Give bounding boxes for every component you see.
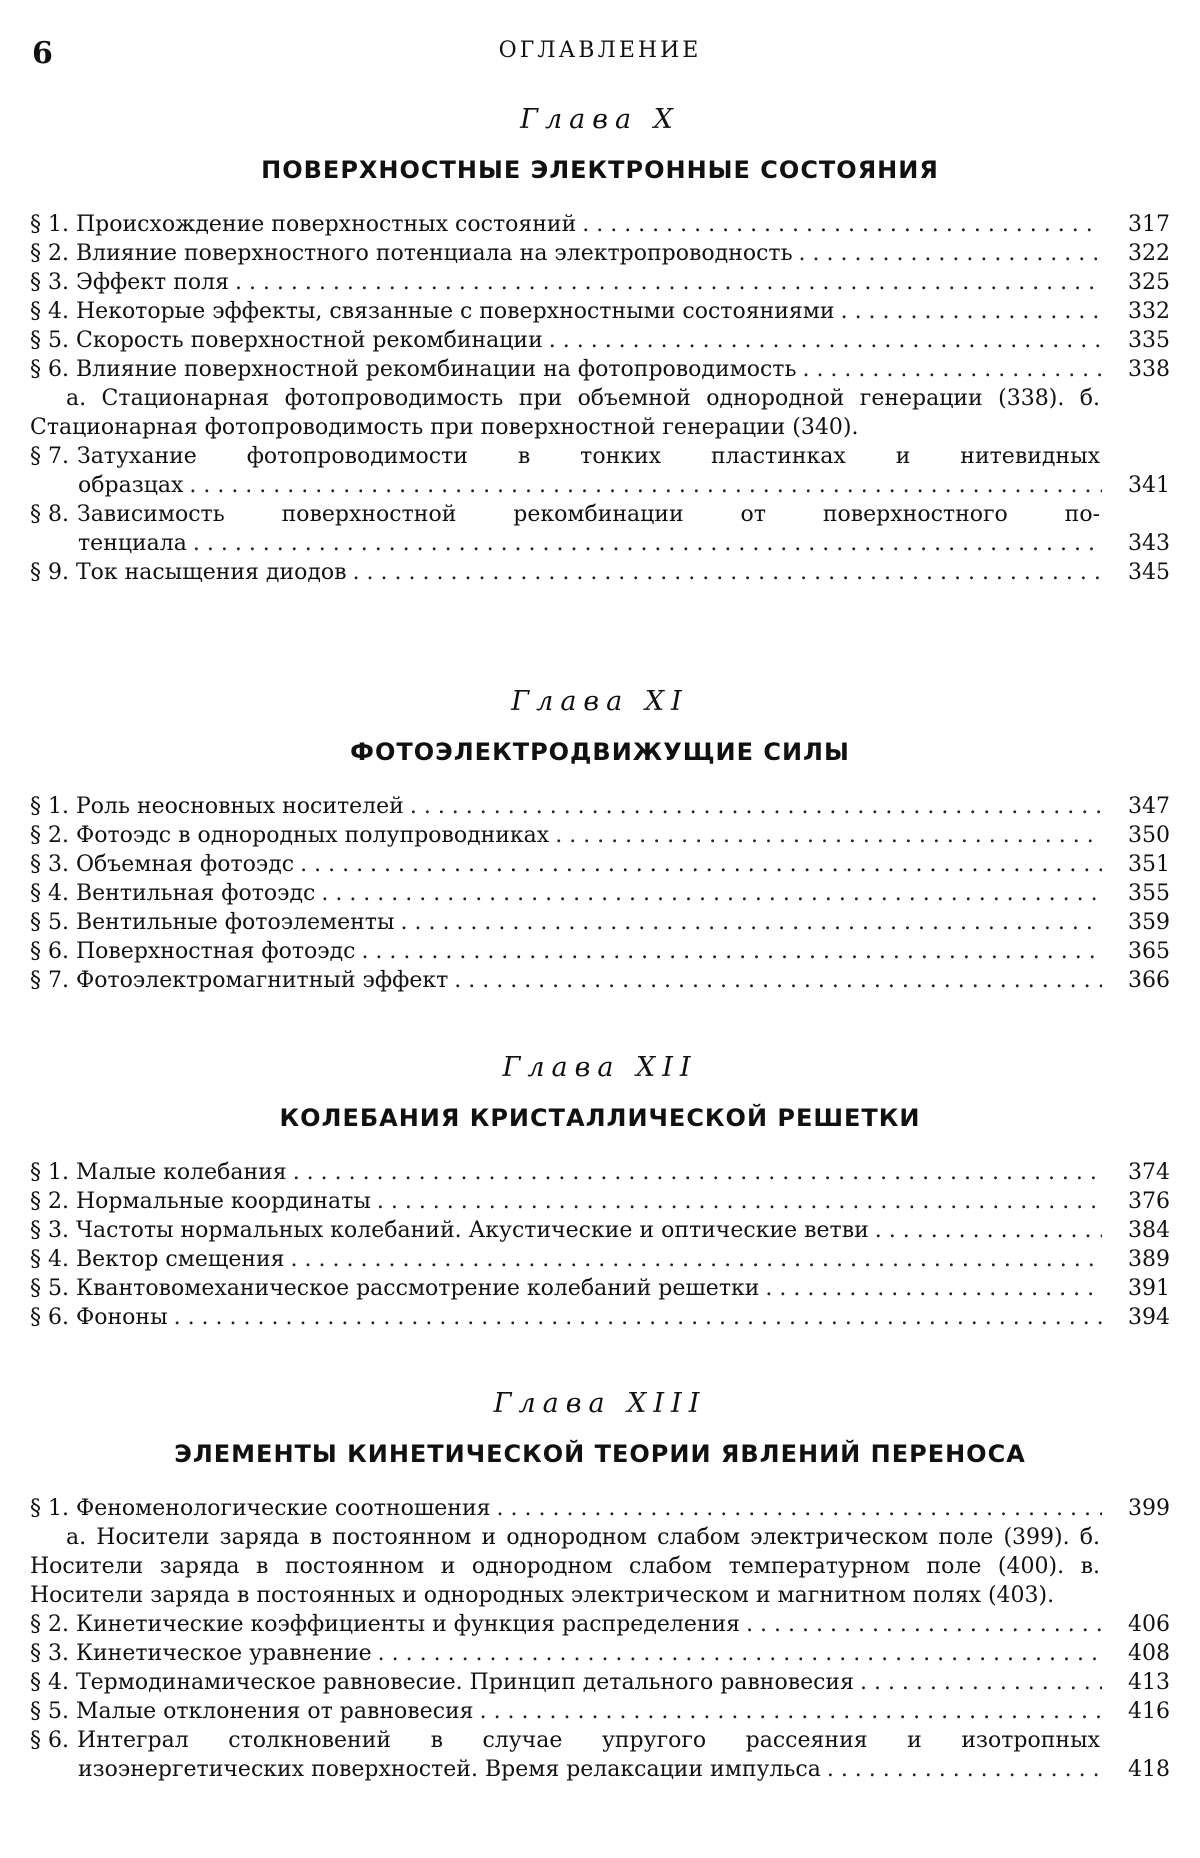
dot-leader — [875, 1216, 1102, 1245]
toc-entry[interactable] — [30, 1158, 1170, 1187]
section-number: § 5. — [30, 910, 69, 935]
section-number: § 5. — [30, 1699, 69, 1724]
section-title: Вентильная фотоэдс — [75, 881, 316, 906]
section-title: Фотоэлектромагнитный эффект — [75, 968, 449, 993]
dot-leader — [765, 1274, 1102, 1303]
section-title-cont: тенциала — [78, 531, 187, 556]
chapter-10 — [30, 100, 1170, 587]
section-number: § 8. — [30, 502, 69, 527]
toc-list — [30, 1158, 1170, 1332]
page-ref: 359 — [1128, 910, 1170, 935]
chapter-title: ПОВЕРХНОСТНЫЕ ЭЛЕКТРОННЫЕ СОСТОЯНИЯ — [261, 156, 939, 184]
section-title: Скорость поверхностной рекомбинации — [75, 328, 543, 353]
section-number: § 4. — [30, 1247, 69, 1272]
page-ref: 317 — [1128, 212, 1170, 237]
page-ref: 335 — [1128, 328, 1170, 353]
section-number: § 3. — [30, 270, 69, 295]
page-ref: 384 — [1128, 1218, 1170, 1243]
running-head — [32, 30, 1168, 70]
toc-entry[interactable] — [30, 355, 1170, 384]
dot-leader — [400, 908, 1102, 937]
dot-leader — [746, 1610, 1102, 1639]
dot-leader — [291, 1245, 1102, 1274]
toc-list — [30, 1494, 1170, 1784]
section-number: § 1. — [30, 212, 69, 237]
toc-entry[interactable] — [30, 879, 1170, 908]
section-title: Зависимость поверхностной рекомбинации от поверхностного по- — [76, 502, 1100, 527]
dot-leader — [555, 821, 1102, 850]
page-ref: 374 — [1128, 1160, 1170, 1185]
subsection-paragraph: а. Стационарная фотопроводимость при объемной однородной генерации (338). б. Стационарная фотопроводимость при поверхностной генерации (340). — [30, 386, 1100, 440]
toc-entry[interactable] — [30, 210, 1170, 239]
section-number: § 2. — [30, 823, 69, 848]
toc-entry[interactable] — [30, 1668, 1170, 1697]
section-title: Малые отклонения от равновесия — [75, 1699, 474, 1724]
page-ref: 416 — [1128, 1699, 1170, 1724]
section-title: Поверхностная фотоэдс — [75, 939, 356, 964]
section-number: § 7. — [30, 968, 69, 993]
page-ref: 389 — [1128, 1247, 1170, 1272]
toc-entry[interactable] — [30, 850, 1170, 879]
section-number: § 3. — [30, 852, 69, 877]
dot-leader — [582, 210, 1102, 239]
section-title: Интеграл столкновений в случае упругого рассеяния и изотропных — [76, 1728, 1100, 1753]
page-ref: 332 — [1128, 299, 1170, 324]
dot-leader — [480, 1697, 1102, 1726]
page-ref: 325 — [1128, 270, 1170, 295]
section-number: § 2. — [30, 1189, 69, 1214]
page-ref: 341 — [1128, 473, 1170, 498]
page-ref: 413 — [1128, 1670, 1170, 1695]
toc-entry[interactable] — [30, 1187, 1170, 1216]
page-number: 6 — [32, 36, 53, 71]
chapter-title: ФОТОЭЛЕКТРОДВИЖУЩИЕ СИЛЫ — [350, 738, 850, 766]
toc-entry[interactable] — [30, 500, 1170, 558]
toc-entry[interactable] — [30, 1303, 1170, 1332]
dot-leader — [802, 355, 1102, 384]
section-title: Малые колебания — [75, 1160, 287, 1185]
section-title: Нормальные координаты — [75, 1189, 371, 1214]
dot-leader — [549, 326, 1102, 355]
page-ref: 338 — [1128, 357, 1170, 382]
dot-leader — [454, 966, 1102, 995]
dot-leader — [378, 1639, 1102, 1668]
section-title: Некоторые эффекты, связанные с поверхностными состояниями — [75, 299, 835, 324]
section-title: Квантовомеханическое рассмотрение колебаний решетки — [75, 1276, 760, 1301]
subsection-paragraph: а. Носители заряда в постоянном и однородном слабом электрическом поле (399). б. Носители заряда в постоянном и однородном слабом температурном поле (400). в. Носители заряда в постоянных и однородных электрическом и магнитном полях (403). — [30, 1525, 1100, 1608]
page-ref: 406 — [1128, 1612, 1170, 1637]
section-title: Затухание фотопроводимости в тонких пластинках и нитевидных — [76, 444, 1100, 469]
running-title: ОГЛАВЛЕНИЕ — [498, 38, 702, 63]
section-title: Феноменологические соотношения — [75, 1496, 491, 1521]
page-ref: 347 — [1128, 794, 1170, 819]
dot-leader — [293, 1158, 1102, 1187]
toc-entry[interactable] — [30, 239, 1170, 268]
section-title-cont: образцах — [78, 473, 184, 498]
toc-entry[interactable] — [30, 558, 1170, 587]
section-number: § 4. — [30, 299, 69, 324]
section-title-cont: изоэнергетических поверхностей. Время релаксации импульса — [78, 1757, 821, 1782]
page-ref: 355 — [1128, 881, 1170, 906]
section-number: § 4. — [30, 1670, 69, 1695]
dot-leader — [860, 1668, 1102, 1697]
section-title: Кинетические коэффициенты и функция распределения — [75, 1612, 741, 1637]
dot-leader — [235, 268, 1102, 297]
chapter-label: Глава XII — [502, 1052, 698, 1083]
section-title: Частоты нормальных колебаний. Акустические и оптические ветви — [75, 1218, 869, 1243]
toc-entry[interactable] — [30, 937, 1170, 966]
page-ref: 418 — [1128, 1757, 1170, 1782]
page-ref: 366 — [1128, 968, 1170, 993]
toc-entry[interactable] — [30, 1216, 1170, 1245]
page-ref: 345 — [1128, 560, 1170, 585]
toc-entry[interactable] — [30, 792, 1170, 821]
page-ref: 322 — [1128, 241, 1170, 266]
dot-leader — [193, 529, 1102, 558]
toc-entry[interactable] — [30, 268, 1170, 297]
chapter-title: ЭЛЕМЕНТЫ КИНЕТИЧЕСКОЙ ТЕОРИИ ЯВЛЕНИЙ ПЕРЕНОСА — [174, 1440, 1026, 1468]
toc-entry[interactable] — [30, 966, 1170, 995]
section-title: Вектор смещения — [75, 1247, 285, 1272]
section-title: Происхождение поверхностных состояний — [75, 212, 577, 237]
page-ref: 394 — [1128, 1305, 1170, 1330]
section-number: § 7. — [30, 444, 69, 469]
page-ref: 351 — [1128, 852, 1170, 877]
dot-leader — [410, 792, 1102, 821]
section-number: § 1. — [30, 1496, 69, 1521]
dot-leader — [841, 297, 1102, 326]
toc-entry[interactable] — [30, 1697, 1170, 1726]
toc-entry[interactable] — [30, 297, 1170, 326]
dot-leader — [497, 1494, 1102, 1523]
section-number: § 3. — [30, 1641, 69, 1666]
section-number: § 6. — [30, 1305, 69, 1330]
toc-entry[interactable] — [30, 1726, 1170, 1784]
section-number: § 6. — [30, 1728, 69, 1753]
toc-entry[interactable] — [30, 1639, 1170, 1668]
section-title: Фотоэдс в однородных полупроводниках — [75, 823, 550, 848]
dot-leader — [300, 850, 1102, 879]
chapter-11 — [30, 682, 1170, 995]
section-title: Эффект поля — [75, 270, 229, 295]
toc-entry[interactable] — [30, 1245, 1170, 1274]
section-title: Термодинамическое равновесие. Принцип детального равновесия — [75, 1670, 854, 1695]
section-title: Ток насыщения диодов — [75, 560, 347, 585]
section-number: § 9. — [30, 560, 69, 585]
section-number: § 6. — [30, 939, 69, 964]
section-title: Фононы — [75, 1305, 168, 1330]
toc-list — [30, 210, 1170, 587]
toc-entry[interactable] — [30, 908, 1170, 937]
toc-entry[interactable] — [30, 1274, 1170, 1303]
section-number: § 1. — [30, 1160, 69, 1185]
page-ref: 399 — [1128, 1496, 1170, 1521]
toc-entry[interactable] — [30, 326, 1170, 355]
page-ref: 343 — [1128, 531, 1170, 556]
chapter-label: Глава X — [520, 104, 680, 135]
page-ref: 376 — [1128, 1189, 1170, 1214]
toc-entry[interactable] — [30, 821, 1170, 850]
toc-entry[interactable] — [30, 1610, 1170, 1639]
chapter-title: КОЛЕБАНИЯ КРИСТАЛЛИЧЕСКОЙ РЕШЕТКИ — [279, 1104, 921, 1132]
chapter-label: Глава XI — [511, 686, 689, 717]
section-number: § 5. — [30, 1276, 69, 1301]
dot-leader — [377, 1187, 1102, 1216]
dot-leader — [174, 1303, 1102, 1332]
section-number: § 4. — [30, 881, 69, 906]
dot-leader — [361, 937, 1102, 966]
page-ref: 350 — [1128, 823, 1170, 848]
section-title: Роль неосновных носителей — [75, 794, 404, 819]
dot-leader — [827, 1755, 1102, 1784]
toc-list — [30, 792, 1170, 995]
section-number: § 1. — [30, 794, 69, 819]
section-number: § 6. — [30, 357, 69, 382]
section-title: Кинетическое уравнение — [75, 1641, 372, 1666]
section-number: § 2. — [30, 1612, 69, 1637]
section-number: § 2. — [30, 241, 69, 266]
section-title: Объемная фотоэдс — [75, 852, 295, 877]
chapter-13 — [30, 1384, 1170, 1784]
section-title: Влияние поверхностного потенциала на электропроводность — [75, 241, 793, 266]
dot-leader — [321, 879, 1102, 908]
toc-entry[interactable] — [30, 442, 1170, 500]
section-number: § 3. — [30, 1218, 69, 1243]
chapter-12 — [30, 1048, 1170, 1332]
page-ref: 365 — [1128, 939, 1170, 964]
section-title: Вентильные фотоэлементы — [75, 910, 395, 935]
dot-leader — [189, 471, 1102, 500]
toc-entry[interactable] — [30, 1494, 1170, 1523]
page-ref: 391 — [1128, 1276, 1170, 1301]
page-ref: 408 — [1128, 1641, 1170, 1666]
section-title: Влияние поверхностной рекомбинации на фотопроводимость — [75, 357, 797, 382]
dot-leader — [353, 558, 1102, 587]
dot-leader — [799, 239, 1102, 268]
chapter-label: Глава XIII — [493, 1388, 707, 1419]
section-number: § 5. — [30, 328, 69, 353]
